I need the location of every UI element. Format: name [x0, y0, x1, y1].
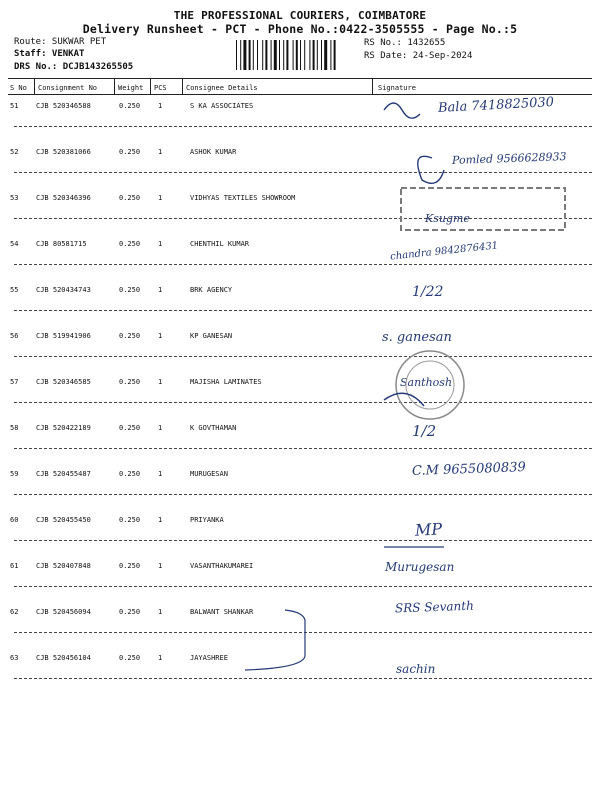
consignee-cell: ASHOK KUMAR	[190, 148, 237, 156]
row-separator	[14, 632, 592, 633]
weight-cell: 0.250	[119, 332, 141, 340]
row-separator	[14, 356, 592, 357]
consignment-number-cell: CJB 520346396	[36, 194, 91, 202]
column-divider	[114, 79, 115, 94]
pcs-cell: 1	[158, 240, 163, 248]
serial-number-cell: 54	[10, 240, 19, 248]
consignee-cell: CHENTHIL KUMAR	[190, 240, 250, 248]
handwritten-signature: Murugesan	[385, 560, 455, 574]
row-separator	[14, 172, 592, 173]
row-separator	[14, 402, 592, 403]
pcs-cell: 1	[158, 470, 163, 478]
weight-cell: 0.250	[119, 470, 141, 478]
barcode-bar	[309, 40, 310, 70]
pcs-cell: 1	[158, 332, 163, 340]
barcode-image	[236, 40, 356, 70]
barcode-bar	[300, 40, 301, 70]
handwritten-signature: 1/2	[412, 422, 437, 440]
consignment-number-cell: CJB 520455487	[36, 470, 91, 478]
staff-label: Staff: VENKAT	[14, 49, 85, 59]
consignment-number-cell: CJB 520422189	[36, 424, 91, 432]
serial-number-cell: 53	[10, 194, 19, 202]
barcode-bar	[334, 40, 336, 70]
consignee-cell: PRIYANKA	[190, 516, 224, 524]
barcode-bar	[279, 40, 280, 70]
consignee-cell: MAJISHA LAMINATES	[190, 378, 262, 386]
col-consignment-header: Consignment No	[38, 84, 98, 92]
serial-number-cell: 51	[10, 102, 19, 110]
serial-number-cell: 57	[10, 378, 19, 386]
weight-cell: 0.250	[119, 194, 141, 202]
consignee-cell: VASANTHAKUMAREI	[190, 562, 254, 570]
row-separator	[14, 540, 592, 541]
consignee-cell: KP GANESAN	[190, 332, 233, 340]
barcode-bar	[317, 40, 318, 70]
signature-scribble	[418, 156, 444, 183]
consignee-cell: MURUGESAN	[190, 470, 228, 478]
row-separator	[14, 678, 592, 679]
drs-number: DRS No.: DCJB143265505	[14, 62, 134, 72]
barcode-bar	[253, 40, 254, 70]
barcode-bar	[271, 40, 272, 70]
row-separator	[14, 494, 592, 495]
barcode-bar	[262, 40, 263, 70]
weight-cell: 0.250	[119, 562, 141, 570]
consignment-number-cell: CJB 520346585	[36, 378, 91, 386]
row-separator	[14, 586, 592, 587]
serial-number-cell: 58	[10, 424, 19, 432]
barcode-bar	[249, 40, 251, 70]
handwritten-signature: C.M 9655080839	[411, 460, 527, 479]
weight-cell: 0.250	[119, 654, 141, 662]
consignee-cell: BALWANT SHANKAR	[190, 608, 254, 616]
pcs-cell: 1	[158, 194, 163, 202]
serial-number-cell: 56	[10, 332, 19, 340]
pcs-cell: 1	[158, 654, 163, 662]
pcs-cell: 1	[158, 608, 163, 616]
barcode-bar	[296, 40, 298, 70]
serial-number-cell: 63	[10, 654, 19, 662]
handwritten-signature: Ksugme	[425, 212, 470, 225]
consignment-number-cell: CJB 520434743	[36, 286, 91, 294]
barcode-bar	[265, 40, 267, 70]
col-weight-header: Weight	[118, 84, 144, 92]
weight-cell: 0.250	[119, 286, 141, 294]
handwritten-signature: SRS Sevanth	[394, 598, 475, 616]
pcs-cell: 1	[158, 102, 163, 110]
round-seal	[396, 351, 464, 419]
handwritten-signature: Santhosh	[400, 376, 453, 389]
column-divider	[182, 79, 183, 94]
barcode-bar	[304, 40, 305, 70]
weight-cell: 0.250	[119, 102, 141, 110]
header-bottom-rule	[8, 94, 592, 95]
serial-number-cell: 59	[10, 470, 19, 478]
col-pcs-header: PCS	[154, 84, 167, 92]
weight-cell: 0.250	[119, 240, 141, 248]
consignee-cell: S KA ASSOCIATES	[190, 102, 254, 110]
barcode-bar	[286, 40, 288, 70]
consignment-number-cell: CJB 520346588	[36, 102, 91, 110]
handwritten-signature: sachin	[396, 662, 436, 676]
col-sno-header: S No	[10, 84, 27, 92]
barcode-bar	[236, 40, 237, 70]
weight-cell: 0.250	[119, 608, 141, 616]
pcs-cell: 1	[158, 562, 163, 570]
serial-number-cell: 55	[10, 286, 19, 294]
signature-scribble	[384, 393, 424, 406]
serial-number-cell: 60	[10, 516, 19, 524]
handwritten-signature: 1/22	[412, 284, 444, 300]
serial-number-cell: 62	[10, 608, 19, 616]
row-separator	[14, 264, 592, 265]
rs-date: RS Date: 24-Sep-2024	[364, 51, 473, 61]
column-divider	[150, 79, 151, 94]
col-signature-header: Signature	[378, 84, 416, 92]
barcode-bar	[274, 40, 277, 70]
consignment-number-cell: CJB 519941906	[36, 332, 91, 340]
row-separator	[14, 126, 592, 127]
barcode-bar	[321, 40, 322, 70]
handwritten-signature: s. ganesan	[382, 330, 452, 345]
weight-cell: 0.250	[119, 378, 141, 386]
col-consignee-header: Consignee Details	[186, 84, 258, 92]
consignment-number-cell: CJB 520381066	[36, 148, 91, 156]
barcode-bar	[243, 40, 246, 70]
barcode-bar	[313, 40, 315, 70]
barcode-bar	[283, 40, 284, 70]
row-separator	[14, 310, 592, 311]
signature-scribble	[384, 103, 420, 118]
weight-cell: 0.250	[119, 516, 141, 524]
barcode-bar	[330, 40, 331, 70]
pcs-cell: 1	[158, 378, 163, 386]
route-label: Route: SUKWAR PET	[14, 37, 107, 47]
consignee-cell: JAYASHREE	[190, 654, 228, 662]
consignment-number-cell: CJB 520456104	[36, 654, 91, 662]
consignee-cell: BRK AGENCY	[190, 286, 233, 294]
handwritten-signature: Pomled 9566628933	[451, 150, 567, 167]
consignment-number-cell: CJB 80581715	[36, 240, 87, 248]
company-title: THE PROFESSIONAL COURIERS, COIMBATORE	[173, 9, 427, 22]
pcs-cell: 1	[158, 148, 163, 156]
serial-number-cell: 52	[10, 148, 19, 156]
handwritten-signature: chandra 9842876431	[389, 240, 499, 263]
handwritten-signature: MP	[414, 519, 443, 540]
consignment-number-cell: CJB 520456094	[36, 608, 91, 616]
bracket-mark	[245, 610, 305, 670]
weight-cell: 0.250	[119, 424, 141, 432]
row-separator	[14, 448, 592, 449]
pcs-cell: 1	[158, 516, 163, 524]
handwritten-signature: Bala 7418825030	[437, 94, 555, 117]
runsheet-subtitle: Delivery Runsheet - PCT - Phone No.:0422-3505555 - Page No.:5	[82, 22, 518, 36]
consignment-number-cell: CJB 520407848	[36, 562, 91, 570]
consignee-cell: VIDHYAS TEXTILES SHOWROOM	[190, 194, 296, 202]
column-divider	[34, 79, 35, 94]
barcode-bar	[293, 40, 294, 70]
pcs-cell: 1	[158, 286, 163, 294]
barcode-bar	[324, 40, 327, 70]
serial-number-cell: 61	[10, 562, 19, 570]
weight-cell: 0.250	[119, 148, 141, 156]
barcode-bar	[240, 40, 241, 70]
stamp-rectangle	[401, 188, 565, 230]
column-divider	[372, 79, 373, 94]
header-top-rule	[8, 78, 592, 79]
rs-number: RS No.: 1432655	[364, 38, 446, 48]
consignee-cell: K GOVTHAMAN	[190, 424, 237, 432]
row-separator	[14, 218, 592, 219]
barcode-bar	[257, 40, 258, 70]
pcs-cell: 1	[158, 424, 163, 432]
consignment-number-cell: CJB 520455450	[36, 516, 91, 524]
